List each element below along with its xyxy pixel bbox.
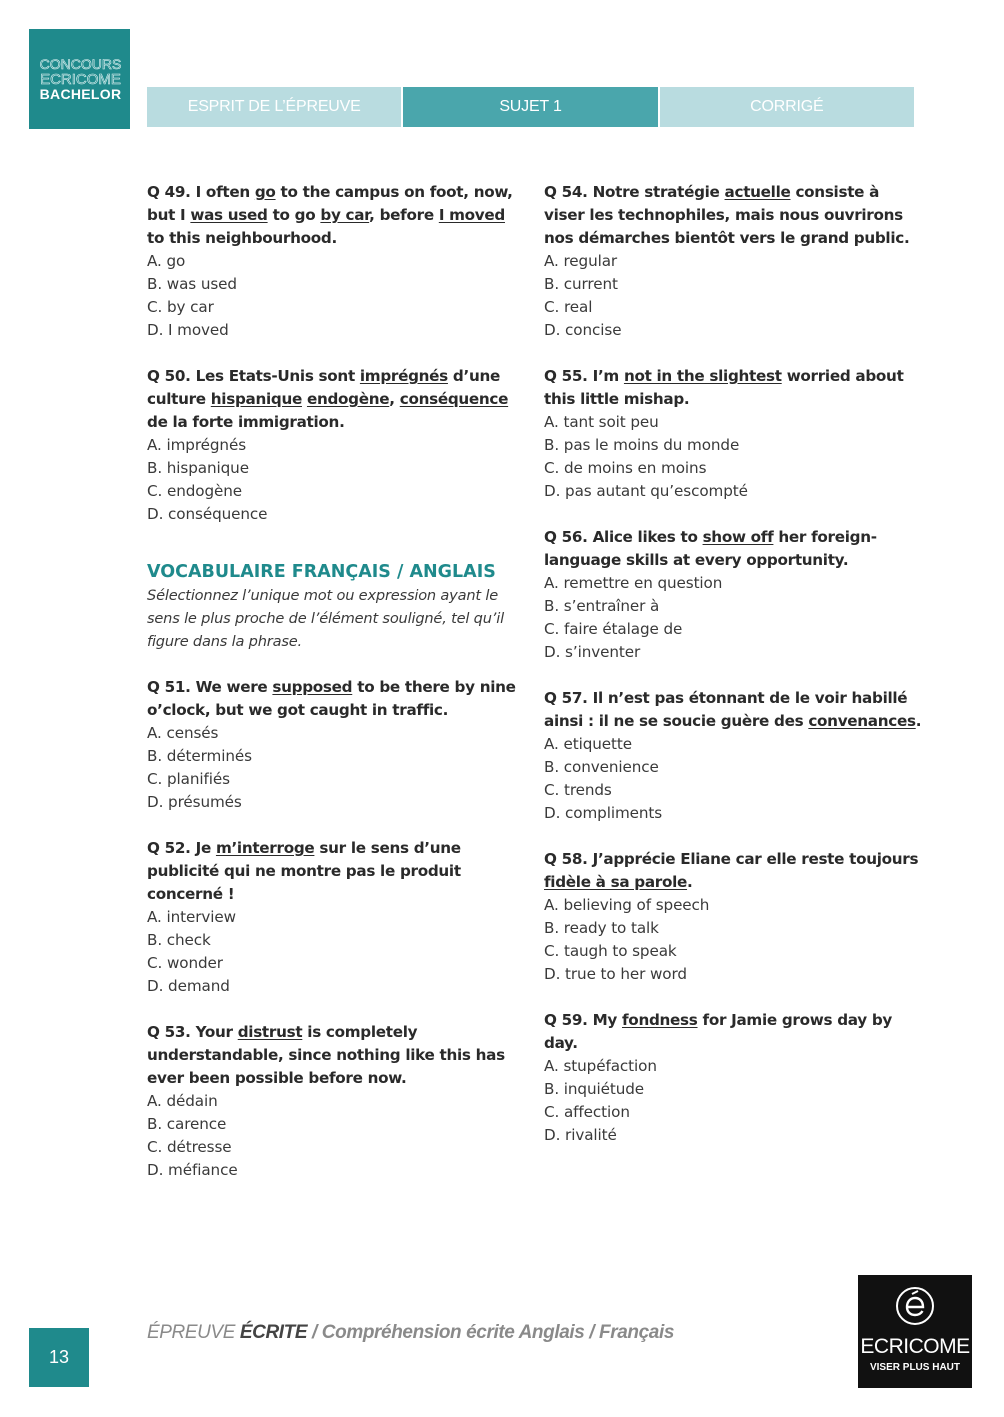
question-57 (544, 687, 924, 825)
option-d: D. concise (544, 321, 622, 339)
question-text: Q 54. Notre stratégie actuelle consiste à viser les technophiles, mais nous ouvrirons nos démarches bientôt vers le grand public. (544, 183, 910, 247)
question-text: Q 52. Je m’interroge sur le sens d’une publicité qui ne montre pas le produit concerné ! (147, 839, 461, 903)
question-text: Q 55. I’m not in the slightest worried about this little mishap. (544, 367, 904, 408)
underlined-term: supposed (272, 678, 353, 696)
question-text: Q 49. I often go to the campus on foot, now, but I was used to go by car, before I moved to this neighbourhood. (147, 183, 513, 247)
option-b: B. carence (147, 1115, 227, 1133)
right-column (544, 181, 924, 1170)
option-b: B. check (147, 931, 211, 949)
page-number: 13 (29, 1328, 89, 1387)
question-50 (147, 365, 522, 526)
question-text: Q 56. Alice likes to show off her foreign-language skills at every opportunity. (544, 528, 877, 569)
underlined-term: distrust (237, 1023, 303, 1041)
underlined-term: I moved (438, 206, 505, 224)
underlined-term: actuelle (724, 183, 791, 201)
option-d: D. s’inventer (544, 643, 641, 661)
option-d: D. méfiance (147, 1161, 238, 1179)
underlined-term: was used (190, 206, 268, 224)
question-49 (147, 181, 522, 342)
underlined-term: fidèle à sa parole (544, 873, 688, 891)
option-b: B. current (544, 275, 618, 293)
underlined-term: endogène (306, 390, 390, 408)
option-c: C. endogène (147, 482, 243, 500)
option-a: A. etiquette (544, 735, 632, 753)
underlined-term: by car (320, 206, 370, 224)
question-51 (147, 676, 522, 814)
option-b: B. was used (147, 275, 237, 293)
underlined-term: m’interroge (215, 839, 315, 857)
option-d: D. I moved (147, 321, 229, 339)
underlined-term: imprégnés (359, 367, 448, 385)
logo-line-1: CONCOURS (39, 56, 122, 72)
option-c: C. de moins en moins (544, 459, 707, 477)
underlined-term: convenances (808, 712, 916, 730)
question-text: Q 53. Your distrust is completely understandable, since nothing like this has ever been possible before now. (147, 1023, 505, 1087)
question-text: Q 59. My fondness for Jamie grows day by day. (544, 1011, 893, 1052)
option-c: C. wonder (147, 954, 223, 972)
left-column (147, 181, 522, 1205)
question-54 (544, 181, 924, 342)
option-b: B. convenience (544, 758, 659, 776)
option-b: B. ready to talk (544, 919, 659, 937)
ecricome-e-logo-icon (894, 1285, 936, 1327)
option-b: B. pas le moins du monde (544, 436, 740, 454)
concours-ecricome-bachelor-logo (29, 29, 130, 129)
option-c: C. détresse (147, 1138, 232, 1156)
option-b: B. inquiétude (544, 1080, 645, 1098)
question-59 (544, 1009, 924, 1147)
tab-corrige[interactable]: CORRIGÉ (660, 87, 914, 127)
question-text: Q 58. J’apprécie Eliane car elle reste toujours fidèle à sa parole. (544, 850, 919, 891)
option-a: A. believing of speech (544, 896, 710, 914)
question-52 (147, 837, 522, 998)
tab-sujet-1[interactable]: SUJET 1 (403, 87, 657, 127)
option-a: A. remettre en question (544, 574, 723, 592)
underlined-term: fondness (622, 1011, 698, 1029)
logo-line-2: ECRICOME (40, 71, 121, 88)
option-c: C. trends (544, 781, 612, 799)
option-a: A. stupéfaction (544, 1057, 657, 1075)
question-58 (544, 848, 924, 986)
option-a: A. dédain (147, 1092, 218, 1110)
question-55 (544, 365, 924, 503)
brand-name: ECRICOME (860, 1335, 970, 1358)
ecricome-brand-logo (858, 1275, 972, 1388)
section-title: VOCABULAIRE FRANÇAIS / ANGLAIS (147, 562, 496, 582)
option-d: D. pas autant qu’escompté (544, 482, 748, 500)
question-text: Q 50. Les Etats-Unis sont imprégnés d’une culture hispanique endogène, conséquence de la forte immigration. (147, 367, 509, 431)
option-d: D. true to her word (544, 965, 687, 983)
tab-esprit-de-l-epreuve[interactable]: ESPRIT DE L’ÉPREUVE (147, 87, 401, 127)
option-b: B. déterminés (147, 747, 252, 765)
brand-tagline: VISER PLUS HAUT (869, 1362, 960, 1373)
underlined-term: not in the slightest (623, 367, 782, 385)
option-a: A. interview (147, 908, 236, 926)
option-c: C. faire étalage de (544, 620, 683, 638)
section-tabs (147, 87, 914, 127)
option-a: A. go (147, 252, 186, 270)
option-d: D. rivalité (544, 1126, 617, 1144)
underlined-term: conséquence (399, 390, 509, 408)
option-b: B. s’entraîner à (544, 597, 660, 615)
option-c: C. real (544, 298, 593, 316)
option-d: D. présumés (147, 793, 242, 811)
option-c: C. by car (147, 298, 214, 316)
underlined-term: show off (702, 528, 774, 546)
section-instructions: Sélectionnez l’unique mot ou expression ayant le sens le plus proche de l’élément souligné, tel qu’il figure dans la phrase. (147, 587, 504, 650)
option-c: C. taugh to speak (544, 942, 677, 960)
option-a: A. censés (147, 724, 219, 742)
question-56 (544, 526, 924, 664)
logo-line-3: BACHELOR (39, 86, 122, 102)
underlined-term: go (254, 183, 276, 201)
question-53 (147, 1021, 522, 1182)
option-b: B. hispanique (147, 459, 249, 477)
footer-caption: ÉPREUVE ÉCRITE / Compréhension écrite Anglais / Français (147, 1322, 674, 1343)
option-a: A. tant soit peu (544, 413, 659, 431)
underlined-term: hispanique (210, 390, 302, 408)
option-a: A. regular (544, 252, 618, 270)
question-text: Q 57. Il n’est pas étonnant de le voir habillé ainsi : il ne se soucie guère des convenances. (544, 689, 922, 730)
option-c: C. affection (544, 1103, 630, 1121)
option-d: D. demand (147, 977, 230, 995)
option-d: D. conséquence (147, 505, 268, 523)
option-a: A. imprégnés (147, 436, 247, 454)
option-d: D. compliments (544, 804, 663, 822)
question-text: Q 51. We were supposed to be there by nine o’clock, but we got caught in traffic. (147, 678, 516, 719)
option-c: C. planifiés (147, 770, 230, 788)
